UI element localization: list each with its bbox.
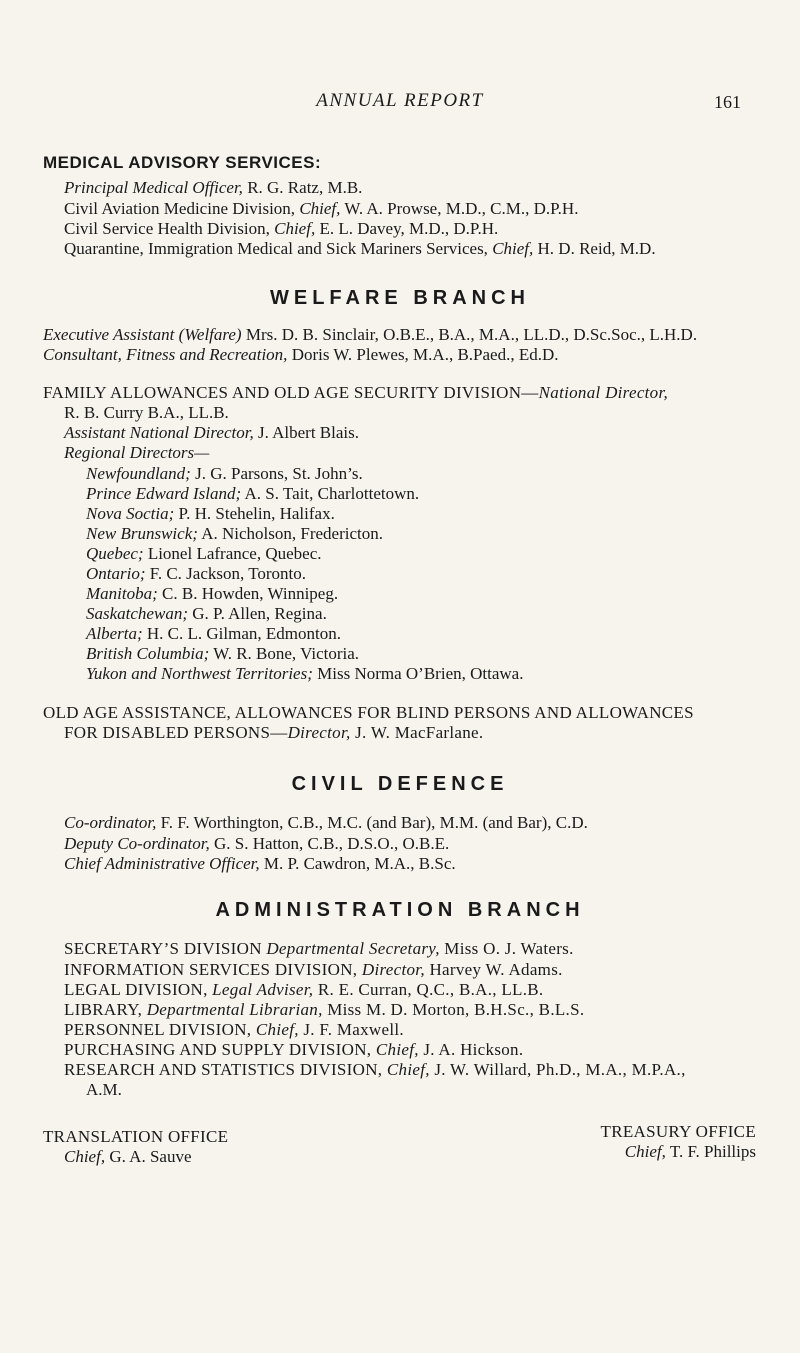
civil-defence-line: Deputy Co-ordinator, G. S. Hatton, C.B., D.S.O., O.B.E.	[64, 834, 450, 853]
family-heading: FAMILY ALLOWANCES AND OLD AGE SECURITY DIVISION—National Director,	[43, 383, 669, 402]
admin-line: LIBRARY, Departmental Librarian, Miss M. D. Morton, B.H.Sc., B.L.S.	[64, 1000, 585, 1019]
translation-office-chief: Chief, G. A. Sauve	[64, 1147, 192, 1166]
page-number: 161	[714, 92, 741, 112]
civil-defence-heading: CIVIL DEFENCE	[291, 773, 509, 795]
admin-line: LEGAL DIVISION, Legal Adviser, R. E. Curran, Q.C., B.A., LL.B.	[64, 980, 544, 999]
welfare-heading: WELFARE BRANCH	[270, 287, 530, 309]
civil-defence-line: Co-ordinator, F. F. Worthington, C.B., M.C. (and Bar), M.M. (and Bar), C.D.	[64, 813, 588, 832]
admin-line: PURCHASING AND SUPPLY DIVISION, Chief, J. A. Hickson.	[64, 1040, 524, 1059]
region-item: British Columbia; W. R. Bone, Victoria.	[86, 644, 360, 663]
medical-heading: MEDICAL ADVISORY SERVICES:	[43, 153, 322, 172]
treasury-office-chief: Chief, T. F. Phillips	[624, 1142, 756, 1161]
admin-line: INFORMATION SERVICES DIVISION, Director, Harvey W. Adams.	[64, 960, 563, 979]
running-header: ANNUAL REPORT	[316, 90, 484, 111]
welfare-consultant: Consultant, Fitness and Recreation, Doris W. Plewes, M.A., B.Paed., Ed.D.	[43, 345, 559, 364]
region-item: Prince Edward Island; A. S. Tait, Charlottetown.	[86, 484, 420, 503]
region-item: Manitoba; C. B. Howden, Winnipeg.	[86, 584, 339, 603]
region-item: Ontario; F. C. Jackson, Toronto.	[86, 564, 307, 583]
region-item: Yukon and Northwest Territories; Miss Norma O’Brien, Ottawa.	[86, 664, 524, 683]
admin-line: SECRETARY’S DIVISION Departmental Secretary, Miss O. J. Waters.	[64, 939, 574, 958]
family-director: R. B. Curry B.A., LL.B.	[64, 403, 229, 422]
family-assistant: Assistant National Director, J. Albert Blais.	[64, 423, 360, 442]
region-item: Quebec; Lionel Lafrance, Quebec.	[86, 544, 322, 563]
treasury-office-title: TREASURY OFFICE	[600, 1122, 756, 1141]
old-age-director: FOR DISABLED PERSONS—Director, J. W. MacFarlane.	[64, 723, 484, 742]
medical-line: Principal Medical Officer, R. G. Ratz, M.B.	[64, 178, 363, 197]
administration-heading: ADMINISTRATION BRANCH	[215, 899, 585, 921]
translation-office-title: TRANSLATION OFFICE	[43, 1127, 229, 1146]
admin-continuation: A.M.	[86, 1080, 122, 1099]
region-item: Nova Soctia; P. H. Stehelin, Halifax.	[86, 504, 335, 523]
region-item: Newfoundland; J. G. Parsons, St. John’s.	[86, 464, 363, 483]
medical-line: Civil Service Health Division, Chief, E. L. Davey, M.D., D.P.H.	[64, 219, 499, 238]
medical-line: Quarantine, Immigration Medical and Sick Mariners Services, Chief, H. D. Reid, M.D.	[64, 239, 656, 258]
admin-line: RESEARCH AND STATISTICS DIVISION, Chief, J. W. Willard, Ph.D., M.A., M.P.A.,	[64, 1060, 686, 1079]
civil-defence-line: Chief Administrative Officer, M. P. Cawdron, M.A., B.Sc.	[64, 854, 456, 873]
regional-label: Regional Directors—	[64, 443, 210, 462]
region-item: New Brunswick; A. Nicholson, Fredericton.	[86, 524, 383, 543]
region-item: Alberta; H. C. L. Gilman, Edmonton.	[86, 624, 341, 643]
region-item: Saskatchewan; G. P. Allen, Regina.	[86, 604, 327, 623]
medical-line: Civil Aviation Medicine Division, Chief, W. A. Prowse, M.D., C.M., D.P.H.	[64, 199, 579, 218]
admin-line: PERSONNEL DIVISION, Chief, J. F. Maxwell.	[64, 1020, 404, 1039]
old-age-heading: OLD AGE ASSISTANCE, ALLOWANCES FOR BLIND PERSONS AND ALLOWANCES	[43, 703, 694, 722]
welfare-exec: Executive Assistant (Welfare) Mrs. D. B. Sinclair, O.B.E., B.A., M.A., LL.D., D.Sc.Soc., L.H.D.	[43, 325, 698, 344]
